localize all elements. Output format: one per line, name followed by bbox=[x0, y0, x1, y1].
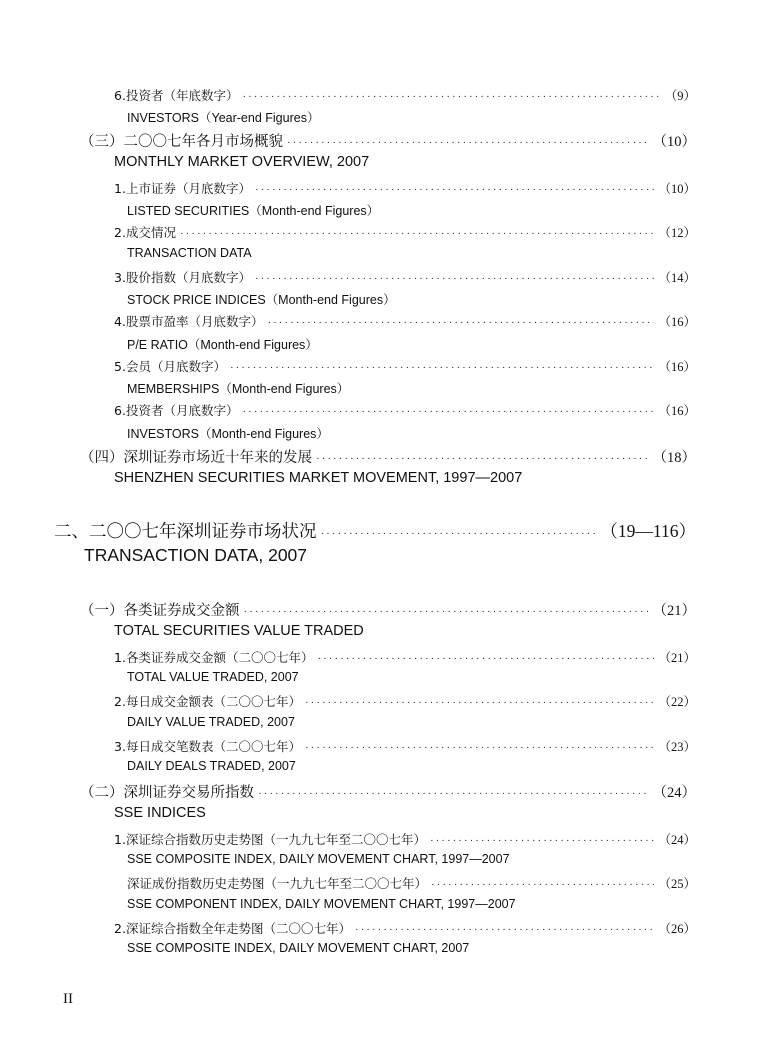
leader-dots bbox=[267, 317, 654, 329]
toc-section-title: （四）深圳证券市场近十年来的发展 bbox=[80, 450, 312, 466]
toc-section[interactable] bbox=[80, 599, 696, 620]
toc-entry-number: 6. bbox=[114, 88, 126, 103]
leader-dots bbox=[258, 788, 649, 800]
toc-entry[interactable] bbox=[114, 312, 696, 330]
toc-entry-page: （24） bbox=[658, 833, 696, 847]
toc-section-title: （三）二〇〇七年各月市场概貌 bbox=[80, 134, 283, 150]
toc-entry-english: LISTED SECURITIES（Month-end Figures） bbox=[127, 204, 380, 218]
toc-entry-page: （23） bbox=[658, 740, 696, 754]
toc-entry[interactable] bbox=[127, 874, 696, 892]
toc-entry[interactable] bbox=[114, 919, 696, 937]
toc-section[interactable] bbox=[80, 446, 696, 467]
leader-dots bbox=[321, 528, 597, 540]
toc-entry-english: DAILY DEALS TRADED, 2007 bbox=[127, 759, 296, 773]
toc-entry-title: 股价指数（月底数字） bbox=[125, 270, 251, 285]
toc-entry-english: TOTAL VALUE TRADED, 2007 bbox=[127, 670, 299, 684]
toc-entry-title: 投资者（年底数字） bbox=[125, 88, 239, 103]
toc-entry-title: 每日成交金额表（二〇〇七年） bbox=[125, 694, 301, 709]
toc-entry-page: （26） bbox=[658, 922, 696, 936]
leader-dots bbox=[430, 835, 655, 847]
toc-section[interactable] bbox=[80, 781, 696, 802]
toc-entry[interactable] bbox=[114, 357, 696, 375]
toc-section-page: （10） bbox=[652, 134, 696, 150]
toc-entry-english: DAILY VALUE TRADED, 2007 bbox=[127, 715, 295, 729]
toc-entry-page: （10） bbox=[658, 182, 696, 196]
toc-entry-english: SSE COMPOSITE INDEX, DAILY MOVEMENT CHART, 1997—2007 bbox=[127, 852, 510, 866]
toc-entry-number: 3. bbox=[114, 739, 126, 754]
toc-entry[interactable] bbox=[114, 179, 696, 197]
toc-entry-title: 各类证券成交金额（二〇〇七年） bbox=[125, 650, 314, 665]
toc-entry-title: 上市证券（月底数字） bbox=[125, 181, 251, 196]
toc-entry-english: SSE COMPONENT INDEX, DAILY MOVEMENT CHART, 1997—2007 bbox=[127, 897, 516, 911]
toc-entry-number: 2. bbox=[114, 694, 126, 709]
toc-entry-page: （16） bbox=[658, 315, 696, 329]
toc-section-page: （21） bbox=[652, 603, 696, 619]
leader-dots bbox=[305, 742, 655, 754]
toc-section-page: （24） bbox=[652, 785, 696, 801]
leader-dots bbox=[255, 184, 655, 196]
leader-dots bbox=[180, 228, 655, 240]
toc-section-english: SSE INDICES bbox=[114, 805, 206, 821]
page-number: II bbox=[63, 991, 73, 1007]
leader-dots bbox=[305, 697, 655, 709]
toc-entry-english: P/E RATIO（Month-end Figures） bbox=[127, 338, 318, 352]
toc-entry-page: （12） bbox=[658, 226, 696, 240]
leader-dots bbox=[316, 453, 649, 465]
toc-section-title: （一）各类证券成交金额 bbox=[80, 603, 240, 619]
toc-entry-number: 6. bbox=[114, 403, 126, 418]
toc-entry-title: 成交情况 bbox=[125, 225, 176, 240]
toc-entry-number: 1. bbox=[114, 650, 126, 665]
toc-entry[interactable] bbox=[114, 692, 696, 710]
toc-entry[interactable] bbox=[114, 648, 696, 666]
toc-entry[interactable] bbox=[114, 268, 696, 286]
toc-entry-page: （14） bbox=[658, 271, 696, 285]
toc-entry[interactable] bbox=[114, 223, 696, 241]
toc-entry-title: 每日成交笔数表（二〇〇七年） bbox=[125, 739, 301, 754]
toc-entry-number: 1. bbox=[114, 832, 126, 847]
leader-dots bbox=[242, 91, 660, 103]
toc-section-title: （二）深圳证券交易所指数 bbox=[80, 785, 254, 801]
toc-entry[interactable] bbox=[114, 86, 696, 104]
toc-section-page: （18） bbox=[652, 450, 696, 466]
leader-dots bbox=[230, 362, 655, 374]
toc-entry-title: 股票市盈率（月底数字） bbox=[125, 314, 264, 329]
toc-entry-english: TRANSACTION DATA bbox=[127, 246, 252, 260]
toc-entry-title: 会员（月底数字） bbox=[125, 359, 226, 374]
leader-dots bbox=[255, 273, 655, 285]
toc-section-english: MONTHLY MARKET OVERVIEW, 2007 bbox=[114, 154, 370, 170]
toc-entry-page: （22） bbox=[658, 695, 696, 709]
toc-entry-page: （16） bbox=[658, 404, 696, 418]
toc-entry-english: SSE COMPOSITE INDEX, DAILY MOVEMENT CHART, 2007 bbox=[127, 941, 470, 955]
leader-dots bbox=[355, 924, 655, 936]
toc-entry-number: 1. bbox=[114, 181, 126, 196]
toc-chapter-page: （19—116） bbox=[600, 521, 696, 541]
toc-section[interactable] bbox=[80, 130, 696, 151]
leader-dots bbox=[317, 653, 654, 665]
toc-entry-number: 5. bbox=[114, 359, 126, 374]
toc-entry[interactable] bbox=[114, 401, 696, 419]
toc-entry-title: 深证综合指数历史走势图（一九九七年至二〇〇七年） bbox=[125, 832, 426, 847]
toc-entry-page: （21） bbox=[658, 651, 696, 665]
toc-section-english: SHENZHEN SECURITIES MARKET MOVEMENT, 1997—2007 bbox=[114, 470, 523, 486]
toc-entry-page: （25） bbox=[658, 877, 696, 891]
toc-chapter-english: TRANSACTION DATA, 2007 bbox=[84, 545, 308, 565]
toc-entry-page: （16） bbox=[658, 360, 696, 374]
toc-entry-english: INVESTORS（Month-end Figures） bbox=[127, 427, 329, 441]
toc-chapter-title: 二、二〇〇七年深圳证券市场状况 bbox=[54, 522, 317, 542]
toc-entry-title: 深证成份指数历史走势图（一九九七年至二〇〇七年） bbox=[127, 876, 428, 891]
toc-entry-number: 2. bbox=[114, 225, 126, 240]
toc-entry-title: 深证综合指数全年走势图（二〇〇七年） bbox=[125, 921, 351, 936]
toc-entry-number: 2. bbox=[114, 921, 126, 936]
leader-dots bbox=[287, 137, 649, 149]
toc-entry-english: MEMBERSHIPS（Month-end Figures） bbox=[127, 382, 350, 396]
toc-entry-english: STOCK PRICE INDICES（Month-end Figures） bbox=[127, 293, 396, 307]
toc-entry-page: （9） bbox=[664, 89, 696, 103]
toc-chapter[interactable] bbox=[54, 518, 696, 543]
toc-entry-english: INVESTORS（Year-end Figures） bbox=[127, 111, 320, 125]
toc-section-english: TOTAL SECURITIES VALUE TRADED bbox=[114, 623, 364, 639]
toc-entry-title: 投资者（月底数字） bbox=[125, 403, 239, 418]
toc-entry-number: 3. bbox=[114, 270, 126, 285]
leader-dots bbox=[242, 406, 654, 418]
leader-dots bbox=[431, 879, 654, 891]
toc-entry-number: 4. bbox=[114, 314, 126, 329]
toc-entry[interactable] bbox=[114, 830, 696, 848]
toc-entry[interactable] bbox=[114, 737, 696, 755]
leader-dots bbox=[244, 606, 649, 618]
